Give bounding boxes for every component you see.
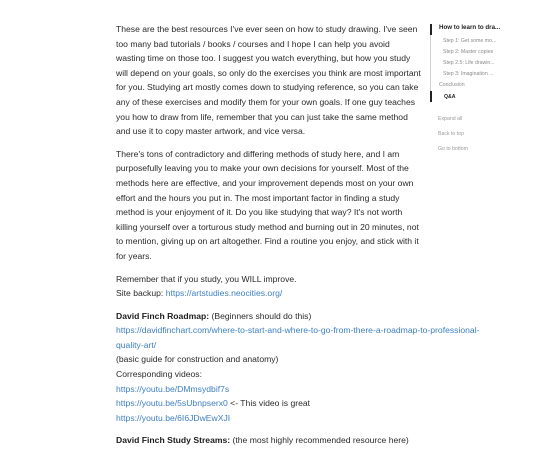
remember-block [116,272,421,301]
go-to-bottom-button[interactable]: Go to bottom [438,146,468,153]
roadmap-link[interactable]: https://davidfinchart.com/where-to-start-and-where-to-go-from-there-a-roadmap-to-professional- [116,325,480,336]
toc-list [430,24,535,102]
roadmap-link-cont[interactable]: quality-art/ [116,339,157,350]
video-line-3 [116,411,421,426]
toc-item-step-1[interactable]: Step 1: Get some mo... [443,37,497,44]
roadmap-title: David Finch Roadmap: [116,310,210,321]
toc-item-step-3[interactable]: Step 3: Imagination ... [443,71,494,78]
expand-all-button[interactable]: Expand all [438,116,463,123]
roadmap-url-line-1 [116,323,480,338]
roadmap-note: (Beginners should do this) [209,310,312,321]
backup-label: Site backup: [116,288,166,299]
video-link-2[interactable]: https://youtu.be/5sUbnpserx0 [116,398,228,409]
backup-link[interactable]: https://artstudies.neocities.org/ [165,288,283,299]
toc-item-step-2-5[interactable]: Step 2.5: Life drawin... [443,59,495,66]
toc-title[interactable]: How to learn to dra... [430,24,535,35]
roadmap-desc: (basic guide for construction and anatomy) [116,354,279,365]
streams-note: (the most highly recommended resource here) [230,435,409,446]
streams-section [116,433,421,448]
toc-item-qa[interactable]: Q&A [430,91,535,102]
methods-paragraph: There's tons of contradictory and differing methods of study here, and I am purposefully leaving you to make your own decisions for yourself. Most of the methods here are effective, and your improvement depends most on your own effort and the hours you put in. The most important factor in finding a study method is your enjoyment of it. Do you like studying that way? It's not worth killing yourself over a torturous study method and burning out in 20 minutes, not to mention, giving up on art altogether. Find a routine you enjoy, and stick with it for years. [116,148,419,261]
video-link-3[interactable]: https://youtu.be/6I6JDwEwXJI [116,412,231,423]
table-of-contents [430,24,535,161]
roadmap-heading [116,309,421,324]
toc-item-conclusion[interactable]: Conclusion [439,82,465,89]
roadmap-section [116,309,480,426]
video-link-1[interactable]: https://youtu.be/DMmsydbif7s [116,383,230,394]
video-2-note: <- This video is great [227,398,311,409]
back-to-top-button[interactable]: Back to top [438,131,464,138]
videos-label: Corresponding videos: [116,369,202,380]
video-line-2 [116,396,421,411]
roadmap-url-line-2 [116,338,421,353]
streams-heading [116,433,421,448]
backup-line [116,286,421,301]
toc-item-step-2[interactable]: Step 2: Master copies [443,48,494,55]
streams-title: David Finch Study Streams: [116,435,231,446]
video-line-1 [116,382,421,397]
toc-actions [430,116,535,152]
remember-line: Remember that if you study, you WILL improve. [116,273,297,284]
intro-paragraph: These are the best resources I've ever seen on how to study drawing. I've seen too many bad tutorials / books / courses and I hope I can help you avoid wasting time on those too. I suggest you watch everything, but how you study will depend on your goals, so only do the exercises you think are most important for you. Studying art mostly comes down to studying reference, so you can take any of these exercises and modify them for your own goals. If one guy teaches you how to draw from life, remember that you can just take the same method and use it to copy master artwork, and vice versa. [116,24,421,137]
